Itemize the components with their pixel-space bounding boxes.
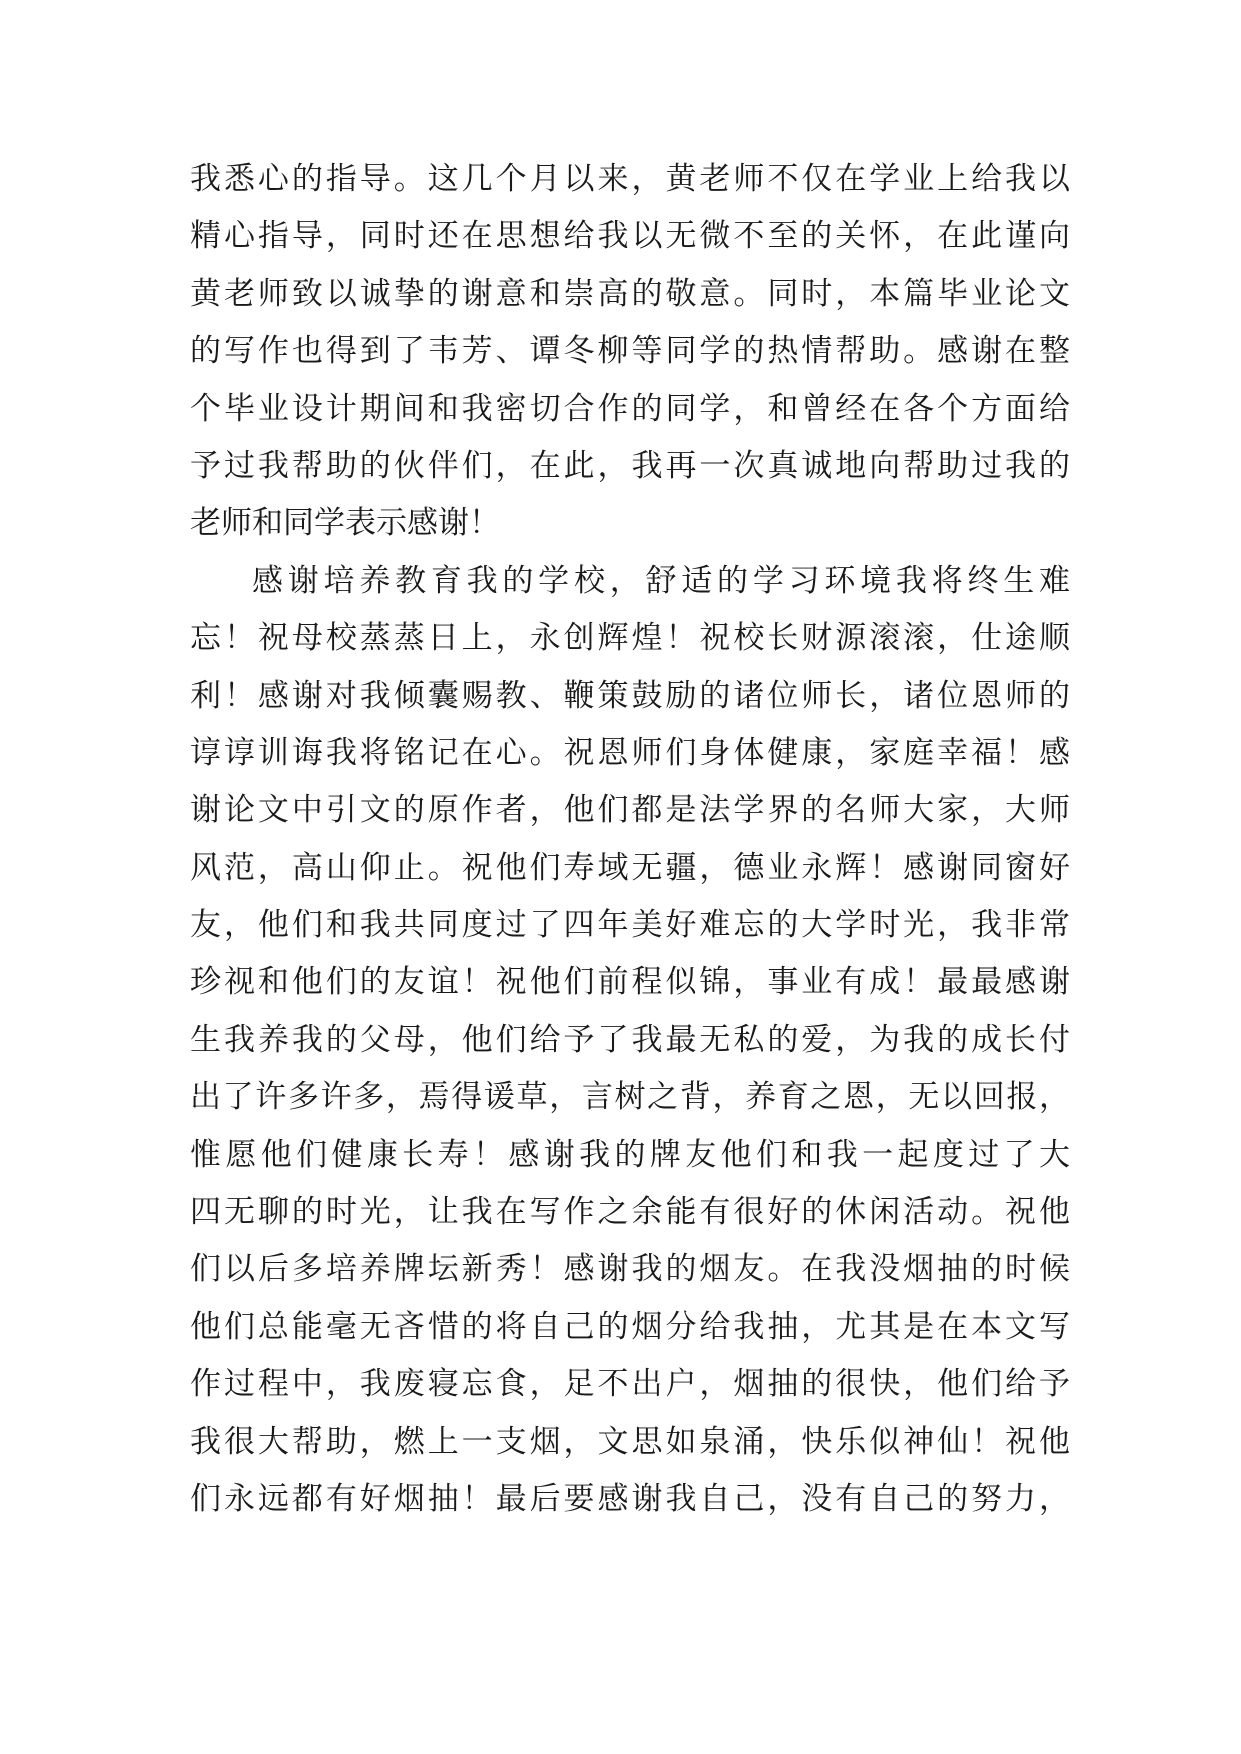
text-line: 风范，高山仰止。祝他们寿域无疆，德业永辉！感谢同窗好 [190,849,1070,886]
text-line: 我悉心的指导。这几个月以来，黄老师不仅在学业上给我以 [190,161,1070,197]
text-line: 作过程中，我废寝忘食，足不出户，烟抽的很快，他们给予 [190,1366,1070,1403]
text-line: 们以后多培养牌坛新秀！感谢我的烟友。在我没烟抽的时候 [190,1251,1070,1288]
text-line: 个毕业设计期间和我密切合作的同学，和曾经在各个方面给 [190,390,1070,427]
text-line: 我很大帮助，燃上一支烟，文思如泉涌，快乐似神仙！祝他 [190,1423,1070,1460]
text-line: 予过我帮助的伙伴们，在此，我再一次真诚地向帮助过我的 [190,447,1070,484]
text-line: 珍视和他们的友谊！祝他们前程似锦，事业有成！最最感谢 [190,964,1070,1001]
text-line: 的写作也得到了韦芳、谭冬柳等同学的热情帮助。感谢在整 [190,333,1070,370]
paragraph-acknowledgement-school [190,553,1070,1529]
text-line: 忘！祝母校蒸蒸日上，永创辉煌！祝校长财源滚滚，仕途顺 [190,620,1070,657]
text-line: 感谢培养教育我的学校，舒适的学习环境我将终生难 [252,562,1070,599]
text-line: 精心指导，同时还在思想给我以无微不至的关怀，在此谨向 [190,218,1070,255]
text-line: 老师和同学表示感谢！ [190,505,500,542]
text-line: 友，他们和我共同度过了四年美好难忘的大学时光，我非常 [190,907,1070,944]
text-line: 利！感谢对我倾囊赐教、鞭策鼓励的诸位师长，诸位恩师的 [190,677,1070,714]
text-line: 们永远都有好烟抽！最后要感谢我自己，没有自己的努力， [190,1480,1070,1517]
text-line: 生我养我的父母，他们给予了我最无私的爱，为我的成长付 [190,1021,1070,1058]
text-line: 谆谆训诲我将铭记在心。祝恩师们身体健康，家庭幸福！感 [190,734,1070,771]
text-line: 黄老师致以诚挚的谢意和崇高的敬意。同时，本篇毕业论文 [190,275,1070,312]
paragraph-acknowledgement-advisor [190,151,1070,553]
text-line: 四无聊的时光，让我在写作之余能有很好的休闲活动。祝他 [190,1194,1070,1231]
text-line: 谢论文中引文的原作者，他们都是法学界的名师大家，大师 [190,792,1070,829]
text-line: 他们总能毫无吝惜的将自己的烟分给我抽，尤其是在本文写 [190,1308,1070,1345]
document-body [190,151,1070,1528]
text-line: 惟愿他们健康长寿！感谢我的牌友他们和我一起度过了大 [190,1136,1070,1173]
text-line: 出了许多许多，焉得谖草，言树之背，养育之恩，无以回报， [190,1079,1070,1116]
